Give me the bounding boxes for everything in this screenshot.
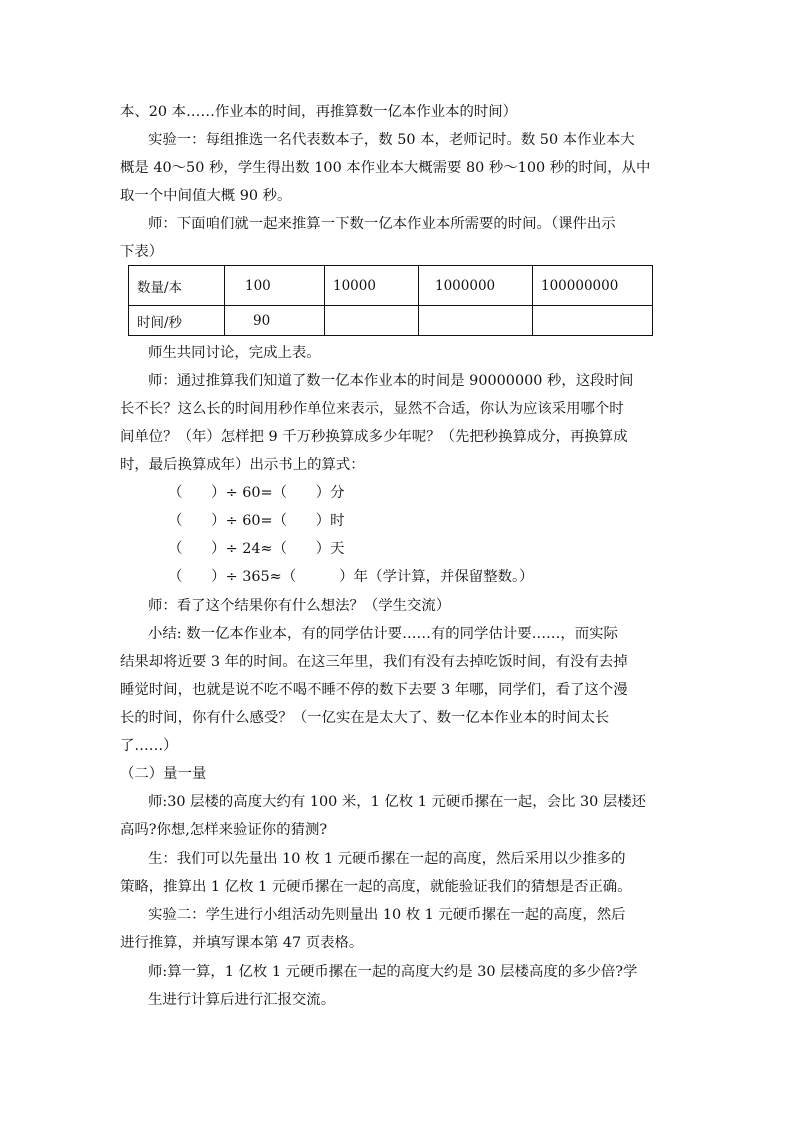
data-table — [128, 265, 653, 336]
paragraph-line: 下表） — [120, 244, 164, 260]
table-cell: 1000000 — [419, 266, 533, 306]
paragraph-line: 了……） — [120, 738, 178, 754]
paragraph-line: 高吗?你想,怎样来验证你的猜测? — [120, 822, 328, 838]
paragraph-line: 概是 40～50 秒，学生得出数 100 本作业本大概需要 80 秒～100 秒的时间，从中 — [120, 160, 651, 176]
table-cell: 10000 — [325, 266, 419, 306]
paragraph-line: 间单位？（年）怎样把 9 千万秒换算成多少年呢？（先把秒换算成分，再换算成 — [120, 429, 628, 445]
table-row — [129, 306, 653, 336]
paragraph-line: 师:30 层楼的高度大约有 100 米，1 亿枚 1 元硬币摞在一起，会比 30 层楼还 — [148, 794, 647, 810]
paragraph-line: 进行推算，并填写课本第 47 页表格。 — [120, 935, 364, 951]
section-heading: （二）量一量 — [120, 766, 207, 782]
paragraph-line: 实验一：每组推选一名代表数本子，数 50 本，老师记时。数 50 本作业本大 — [148, 132, 635, 148]
table-cell: 100000000 — [533, 266, 653, 306]
paragraph-line: 实验二：学生进行小组活动先则量出 10 枚 1 元硬币摞在一起的高度，然后 — [148, 907, 626, 923]
table-cell — [325, 306, 419, 336]
paragraph-line: 时，最后换算成年）出示书上的算式： — [120, 457, 365, 473]
table-row — [129, 266, 653, 306]
paragraph-line: 本、20 本……作业本的时间，再推算数一亿本作业本的时间） — [120, 104, 518, 120]
table-cell: 100 — [225, 266, 325, 306]
formula-line: （ ）÷ 24≈（ ）天 — [168, 541, 345, 557]
formula-line: （ ）÷ 60=（ ）时 — [168, 513, 345, 529]
table-cell: 时间/秒 — [129, 306, 225, 336]
paragraph-line: 取一个中间值大概 90 秒。 — [120, 188, 292, 204]
paragraph-line: 小结: 数一亿本作业本，有的同学估计要……有的同学估计要……，而实际 — [148, 626, 618, 642]
table-cell: 90 — [225, 306, 325, 336]
paragraph-line: 师：通过推算我们知道了数一亿本作业本的时间是 90000000 秒，这段时间 — [148, 373, 634, 389]
formula-line: （ ）÷ 60=（ ）分 — [168, 485, 345, 501]
paragraph-line: 生进行计算后进行汇报交流。 — [148, 992, 336, 1008]
paragraph-line: 师:算一算，1 亿枚 1 元硬币摞在一起的高度大约是 30 层楼高度的多少倍?学 — [148, 964, 638, 980]
paragraph-line: 师：下面咱们就一起来推算一下数一亿本作业本所需要的时间。（课件出示 — [148, 216, 616, 232]
paragraph-line: 长不长？这么长的时间用秒作单位来表示，显然不合适，你认为应该采用哪个时 — [120, 401, 624, 417]
paragraph-line: 睡觉时间，也就是说不吃不喝不睡不停的数下去要 3 年哪，同学们，看了这个漫 — [120, 682, 628, 698]
paragraph-line: 策略，推算出 1 亿枚 1 元硬币摞在一起的高度，就能验证我们的猜想是否正确。 — [120, 879, 632, 895]
table-cell — [419, 306, 533, 336]
paragraph-line: 结果却将近要 3 年的时间。在这三年里，我们有没有去掉吃饭时间，有没有去掉 — [120, 654, 628, 670]
formula-line: （ ）÷ 365≈（ ）年（学计算，并保留整数。） — [168, 569, 534, 585]
table-cell: 数量/本 — [129, 266, 225, 306]
paragraph-line: 长的时间，你有什么感受？（一亿实在是太大了、数一亿本作业本的时间太长 — [120, 710, 610, 726]
paragraph-line: 师：看了这个结果你有什么想法？（学生交流） — [148, 598, 451, 614]
paragraph-line: 生：我们可以先量出 10 枚 1 元硬币摞在一起的高度，然后采用以少推多的 — [148, 851, 626, 867]
paragraph-line: 师生共同讨论，完成上表。 — [148, 345, 321, 361]
table-cell — [533, 306, 653, 336]
